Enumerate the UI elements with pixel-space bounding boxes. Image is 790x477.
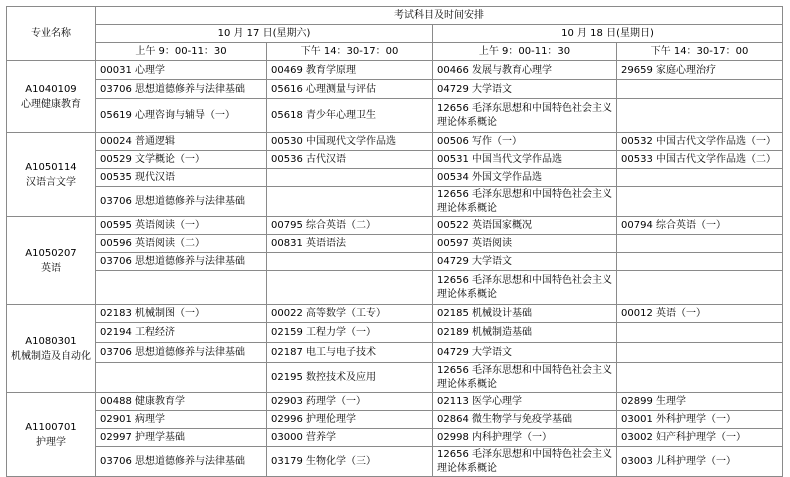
course-cell: 03706 思想道德修养与法律基础 bbox=[96, 343, 267, 363]
course-cell: 12656 毛泽东思想和中国特色社会主义理论体系概论 bbox=[433, 187, 617, 217]
major-name: 机械制造及自动化 bbox=[11, 350, 91, 362]
table-row bbox=[7, 99, 783, 133]
empty-cell bbox=[617, 323, 783, 343]
course-cell: 00535 现代汉语 bbox=[96, 169, 267, 187]
course-cell: 02185 机械设计基础 bbox=[433, 305, 617, 323]
table-row bbox=[7, 429, 783, 447]
course-cell: 03179 生物化学（三） bbox=[267, 447, 433, 477]
major-column-header: 专业名称 bbox=[7, 7, 96, 61]
empty-cell bbox=[617, 169, 783, 187]
course-cell: 00532 中国古代文学作品选（一） bbox=[617, 133, 783, 151]
course-cell: 00024 普通逻辑 bbox=[96, 133, 267, 151]
course-cell: 05619 心理咨询与辅导（一） bbox=[96, 99, 267, 133]
course-cell: 03706 思想道德修养与法律基础 bbox=[96, 187, 267, 217]
course-cell: 02159 工程力学（一） bbox=[267, 323, 433, 343]
course-cell: 00596 英语阅读（二） bbox=[96, 235, 267, 253]
course-cell: 02194 工程经济 bbox=[96, 323, 267, 343]
course-cell: 00466 发展与教育心理学 bbox=[433, 61, 617, 80]
table-row bbox=[7, 343, 783, 363]
course-cell: 29659 家庭心理治疗 bbox=[617, 61, 783, 80]
course-cell: 00595 英语阅读（一） bbox=[96, 217, 267, 235]
course-cell: 03000 营养学 bbox=[267, 429, 433, 447]
course-cell: 02864 微生物学与免疫学基础 bbox=[433, 411, 617, 429]
header-row-3 bbox=[7, 43, 783, 61]
course-cell: 00794 综合英语（一） bbox=[617, 217, 783, 235]
major-cell bbox=[7, 305, 96, 393]
table-row bbox=[7, 447, 783, 477]
course-cell: 04729 大学语文 bbox=[433, 343, 617, 363]
course-cell: 00795 综合英语（二） bbox=[267, 217, 433, 235]
table-row bbox=[7, 80, 783, 99]
empty-cell bbox=[267, 271, 433, 305]
session-header: 上午 9：00-11：30 bbox=[433, 43, 617, 61]
course-cell: 00031 心理学 bbox=[96, 61, 267, 80]
course-cell: 03706 思想道德修养与法律基础 bbox=[96, 80, 267, 99]
empty-cell bbox=[96, 271, 267, 305]
course-cell: 02997 护理学基础 bbox=[96, 429, 267, 447]
course-cell: 05616 心理测量与评估 bbox=[267, 80, 433, 99]
course-cell: 00506 写作（一） bbox=[433, 133, 617, 151]
header-row-1 bbox=[7, 7, 783, 25]
major-name: 汉语言文学 bbox=[26, 176, 76, 188]
course-cell: 03002 妇产科护理学（一） bbox=[617, 429, 783, 447]
schedule-body bbox=[7, 61, 783, 477]
course-cell: 00536 古代汉语 bbox=[267, 151, 433, 169]
table-row bbox=[7, 217, 783, 235]
course-cell: 04729 大学语文 bbox=[433, 80, 617, 99]
major-cell bbox=[7, 393, 96, 477]
course-cell: 00529 文学概论（一） bbox=[96, 151, 267, 169]
course-cell: 02195 数控技术及应用 bbox=[267, 363, 433, 393]
course-cell: 00522 英语国家概况 bbox=[433, 217, 617, 235]
table-row bbox=[7, 61, 783, 80]
table-row bbox=[7, 393, 783, 411]
course-cell: 00488 健康教育学 bbox=[96, 393, 267, 411]
table-row bbox=[7, 253, 783, 271]
course-cell: 12656 毛泽东思想和中国特色社会主义理论体系概论 bbox=[433, 271, 617, 305]
major-code: A1040109 bbox=[25, 83, 77, 95]
major-name: 护理学 bbox=[36, 436, 66, 448]
major-code: A1050207 bbox=[25, 247, 77, 259]
course-cell: 00012 英语（一） bbox=[617, 305, 783, 323]
course-cell: 05618 青少年心理卫生 bbox=[267, 99, 433, 133]
major-name: 英语 bbox=[41, 262, 61, 274]
empty-cell bbox=[617, 99, 783, 133]
course-cell: 12656 毛泽东思想和中国特色社会主义理论体系概论 bbox=[433, 363, 617, 393]
empty-cell bbox=[617, 187, 783, 217]
day-header: 10 月 17 日(星期六) bbox=[96, 25, 433, 43]
course-cell: 00534 外国文学作品选 bbox=[433, 169, 617, 187]
course-cell: 00469 教育学原理 bbox=[267, 61, 433, 80]
table-row bbox=[7, 271, 783, 305]
empty-cell bbox=[267, 187, 433, 217]
empty-cell bbox=[267, 253, 433, 271]
table-row bbox=[7, 411, 783, 429]
session-header: 下午 14：30-17：00 bbox=[267, 43, 433, 61]
course-cell: 00533 中国古代文学作品选（二） bbox=[617, 151, 783, 169]
course-cell: 02903 药理学（一） bbox=[267, 393, 433, 411]
table-row bbox=[7, 305, 783, 323]
course-cell: 02189 机械制造基础 bbox=[433, 323, 617, 343]
empty-cell bbox=[617, 253, 783, 271]
course-cell: 02901 病理学 bbox=[96, 411, 267, 429]
empty-cell bbox=[617, 80, 783, 99]
table-row bbox=[7, 169, 783, 187]
table-row bbox=[7, 133, 783, 151]
major-code: A1080301 bbox=[25, 335, 77, 347]
course-cell: 03001 外科护理学（一） bbox=[617, 411, 783, 429]
course-cell: 03003 儿科护理学（一） bbox=[617, 447, 783, 477]
course-cell: 02113 医学心理学 bbox=[433, 393, 617, 411]
major-cell bbox=[7, 61, 96, 133]
day-header: 10 月 18 日(星期日) bbox=[433, 25, 783, 43]
course-cell: 02996 护理伦理学 bbox=[267, 411, 433, 429]
course-cell: 03706 思想道德修养与法律基础 bbox=[96, 253, 267, 271]
major-name: 心理健康教育 bbox=[21, 98, 81, 110]
course-cell: 12656 毛泽东思想和中国特色社会主义理论体系概论 bbox=[433, 99, 617, 133]
course-cell: 02183 机械制图（一） bbox=[96, 305, 267, 323]
table-row bbox=[7, 235, 783, 253]
course-cell: 00530 中国现代文学作品选 bbox=[267, 133, 433, 151]
course-cell: 12656 毛泽东思想和中国特色社会主义理论体系概论 bbox=[433, 447, 617, 477]
empty-cell bbox=[96, 363, 267, 393]
session-header: 上午 9：00-11：30 bbox=[96, 43, 267, 61]
empty-cell bbox=[617, 271, 783, 305]
course-cell: 00831 英语语法 bbox=[267, 235, 433, 253]
session-header: 下午 14：30-17：00 bbox=[617, 43, 783, 61]
course-cell: 00531 中国当代文学作品选 bbox=[433, 151, 617, 169]
table-row bbox=[7, 151, 783, 169]
header-row-2 bbox=[7, 25, 783, 43]
table-row bbox=[7, 187, 783, 217]
course-cell: 00022 高等数学（工专） bbox=[267, 305, 433, 323]
major-code: A1050114 bbox=[25, 161, 77, 173]
empty-cell bbox=[617, 235, 783, 253]
empty-cell bbox=[617, 363, 783, 393]
major-cell bbox=[7, 217, 96, 305]
empty-cell bbox=[267, 169, 433, 187]
major-cell bbox=[7, 133, 96, 217]
course-cell: 03706 思想道德修养与法律基础 bbox=[96, 447, 267, 477]
course-cell: 02998 内科护理学（一） bbox=[433, 429, 617, 447]
course-cell: 02187 电工与电子技术 bbox=[267, 343, 433, 363]
table-row bbox=[7, 363, 783, 393]
table-row bbox=[7, 323, 783, 343]
course-cell: 04729 大学语文 bbox=[433, 253, 617, 271]
exam-schedule-table bbox=[6, 6, 783, 477]
schedule-header: 考试科目及时间安排 bbox=[96, 7, 783, 25]
empty-cell bbox=[617, 343, 783, 363]
course-cell: 02899 生理学 bbox=[617, 393, 783, 411]
course-cell: 00597 英语阅读 bbox=[433, 235, 617, 253]
major-code: A1100701 bbox=[25, 421, 77, 433]
